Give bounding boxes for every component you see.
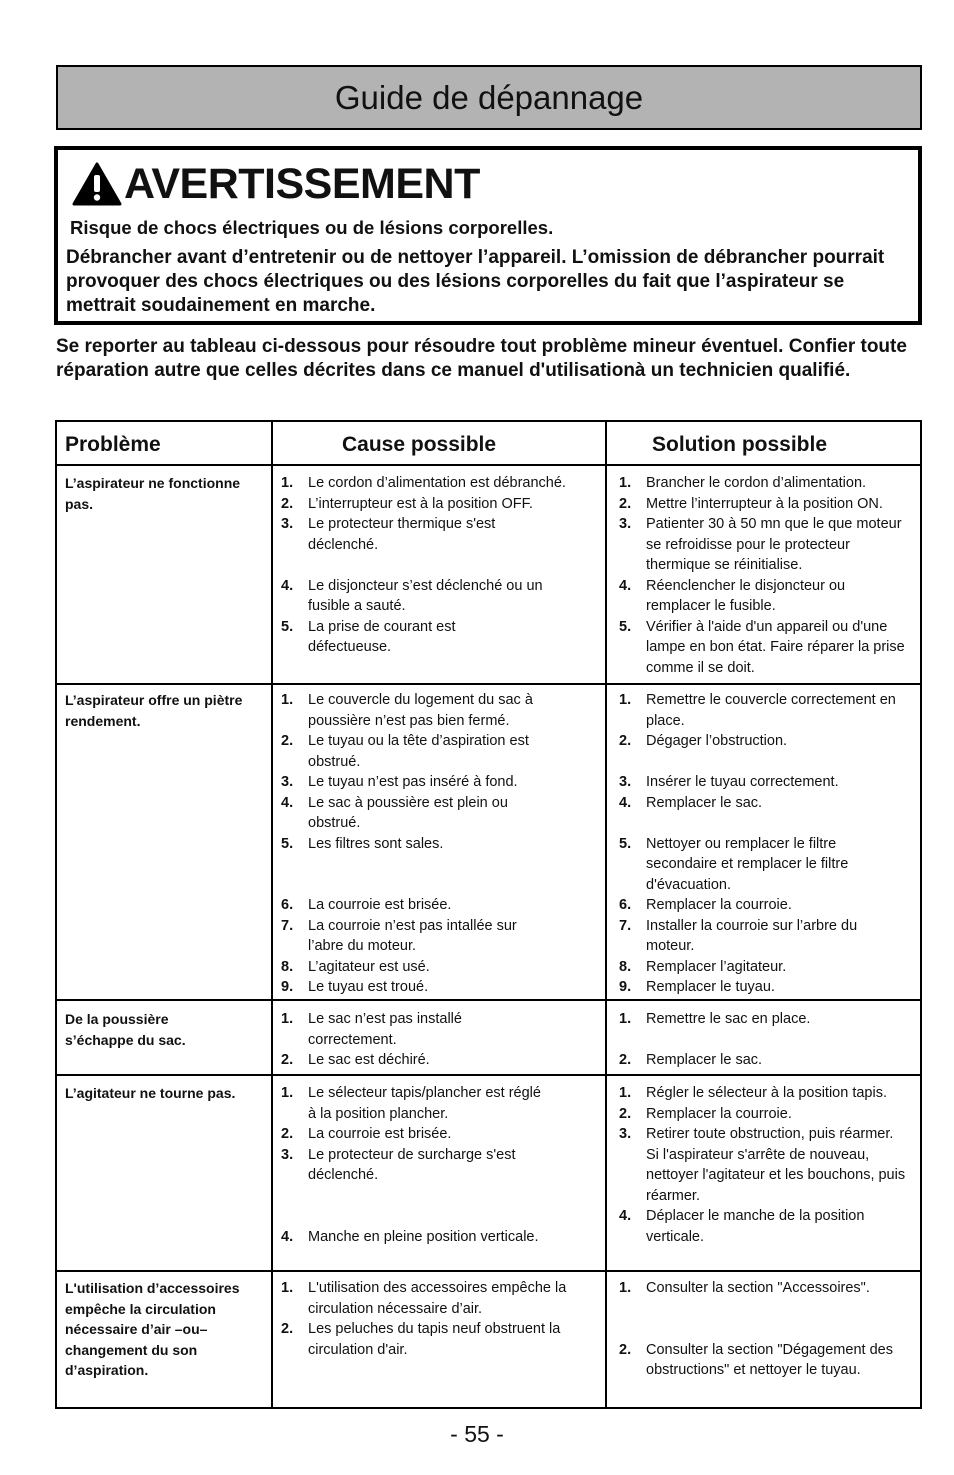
- column-divider: [605, 422, 607, 1407]
- warning-header: [72, 162, 480, 206]
- warning-heading: AVERTISSEMENT: [124, 160, 480, 208]
- list-item: 3. Insérer le tuyau correctement.: [619, 774, 839, 790]
- warning-risk-text: Risque de chocs électriques ou de lésions corporelles.: [70, 217, 554, 238]
- list-item: 3. Patienter 30 à 50 mn que le que moteur se refroidisse pour le protecteur thermique se réinitialise.: [619, 516, 902, 573]
- problem-cell: L’aspirateur offre un piètre rendement.: [65, 692, 243, 729]
- warning-box: [54, 146, 922, 325]
- list-item: 1. Remettre le couvercle correctement en place.: [619, 692, 896, 729]
- solution-cell: [619, 1083, 917, 1247]
- list-item: 4. Remplacer le sac.: [619, 794, 763, 811]
- troubleshooting-table: [55, 420, 922, 1409]
- list-item: 1. Le couvercle du logement du sac à poussière n’est pas bien fermé.: [281, 692, 533, 729]
- cause-cell: [281, 1278, 603, 1360]
- row-divider: [57, 999, 920, 1001]
- list-item: 4. Réenclencher le disjoncteur ou remplacer le fusible.: [619, 577, 846, 614]
- list-item: 5. Les filtres sont sales.: [281, 835, 444, 852]
- list-item: 5. La prise de courant est défectueuse.: [281, 618, 456, 655]
- cause-cell: [281, 1009, 603, 1071]
- list-item: 8. L’agitateur est usé.: [281, 958, 430, 975]
- list-item: 6. La courroie est brisée.: [281, 897, 452, 913]
- column-divider: [271, 422, 273, 1407]
- row-divider: [57, 683, 920, 685]
- list-item: 3. Le protecteur de surcharge s'est déclenché.: [281, 1146, 516, 1183]
- page-title-bar: [56, 65, 922, 130]
- header-problem: Problème: [65, 433, 161, 456]
- list-item: 4. Le sac à poussière est plein ou obstrué.: [281, 794, 508, 831]
- problem-cell: L’agitateur ne tourne pas.: [65, 1085, 236, 1101]
- cause-cell: [281, 1083, 603, 1247]
- cause-cell: [281, 473, 603, 658]
- intro-paragraph: Se reporter au tableau ci-dessous pour résoudre tout problème mineur éventuel. Confier toute réparation autre que celles décrites dans ce manuel d'utilisationà un technicien qualifié.: [56, 336, 907, 381]
- list-item: 1. L'utilisation des accessoires empêche la circulation nécessaire d’air.: [281, 1280, 567, 1317]
- list-item: 9. Remplacer le tuyau.: [619, 979, 775, 995]
- list-item: 4. Manche en pleine position verticale.: [281, 1228, 539, 1245]
- list-item: 2. Le tuyau ou la tête d’aspiration est obstrué.: [281, 733, 529, 770]
- solution-cell: [619, 473, 917, 678]
- list-item: 3. Le protecteur thermique s'est déclenché.: [281, 516, 496, 553]
- list-item: 1. Le cordon d’alimentation est débranché.: [281, 475, 566, 491]
- list-item: 4. Déplacer le manche de la position verticale.: [619, 1208, 865, 1245]
- solution-cell: [619, 1009, 917, 1071]
- list-item: 2. Le sac est déchiré.: [281, 1052, 430, 1068]
- row-divider: [57, 1270, 920, 1272]
- list-item: 8. Remplacer l’agitateur.: [619, 958, 787, 975]
- list-item: 2. La courroie est brisée.: [281, 1126, 452, 1142]
- row-divider: [57, 1074, 920, 1076]
- list-item: 9. Le tuyau est troué.: [281, 979, 429, 995]
- list-item: 2. Dégager l’obstruction.: [619, 733, 788, 749]
- header-cause: Cause possible: [342, 433, 497, 456]
- list-item: 3. Le tuyau n’est pas inséré à fond.: [281, 774, 518, 790]
- list-item: 1. Régler le sélecteur à la position tapis.: [619, 1085, 887, 1101]
- warning-instruction-text: Débrancher avant d’entretenir ou de nettoyer l’appareil. L’omission de débrancher pourrait provoquer des chocs électriques ou des lésions corporelles du fait que l’aspirateur se mettrait soudainement en marche.: [66, 247, 885, 316]
- list-item: 3. Retirer toute obstruction, puis réarmer. Si l'aspirateur s'arrête de nouveau, nettoyer l'agitateur et les bouchons, puis réarmer.: [619, 1126, 906, 1204]
- list-item: 1. Le sac n’est pas installé correctement.: [281, 1011, 462, 1048]
- list-item: 5. Vérifier à l'aide d'un appareil ou d'une lampe en bon état. Faire réparer la prise comme il se doit.: [619, 618, 905, 676]
- row-divider: [57, 464, 920, 466]
- list-item: 1. Brancher le cordon d’alimentation.: [619, 475, 867, 491]
- list-item: 2. L’interrupteur est à la position OFF.: [281, 495, 533, 512]
- warning-triangle-icon: [72, 162, 122, 206]
- solution-cell: [619, 1278, 917, 1381]
- page-title: Guide de dépannage: [334, 78, 644, 116]
- list-item: 1. Remettre le sac en place.: [619, 1011, 811, 1027]
- list-item: 2. Les peluches du tapis neuf obstruent la circulation d'air.: [281, 1321, 561, 1358]
- problem-cell: L’aspirateur ne fonctionne pas.: [65, 475, 241, 512]
- list-item: 7. La courroie n’est pas intallée sur l’abre du moteur.: [281, 917, 517, 954]
- list-item: 7. Installer la courroie sur l’arbre du moteur.: [619, 917, 858, 954]
- cause-cell: [281, 690, 603, 998]
- list-item: 2. Remplacer le sac.: [619, 1052, 763, 1068]
- solution-cell: [619, 690, 917, 998]
- problem-cell: L'utilisation d’accessoires empêche la circulation nécessaire d’air –ou– changement du son d’aspiration.: [65, 1280, 240, 1378]
- page-number: - 55 -: [450, 1421, 504, 1447]
- list-item: 2. Remplacer la courroie.: [619, 1105, 792, 1122]
- list-item: 1. Consulter la section "Accessoires".: [619, 1280, 870, 1296]
- list-item: 6. Remplacer la courroie.: [619, 897, 792, 913]
- list-item: 2. Consulter la section "Dégagement des obstructions" et nettoyer le tuyau.: [619, 1341, 893, 1378]
- list-item: 4. Le disjoncteur s’est déclenché ou un fusible a sauté.: [281, 577, 543, 614]
- problem-cell: De la poussière s’échappe du sac.: [65, 1011, 186, 1048]
- list-item: 2. Mettre l’interrupteur à la position ON.: [619, 495, 883, 512]
- list-item: 5. Nettoyer ou remplacer le filtre secondaire et remplacer le filtre d'évacuation.: [619, 835, 849, 893]
- header-solution: Solution possible: [652, 433, 828, 456]
- list-item: 1. Le sélecteur tapis/plancher est réglé à la position plancher.: [281, 1085, 541, 1122]
